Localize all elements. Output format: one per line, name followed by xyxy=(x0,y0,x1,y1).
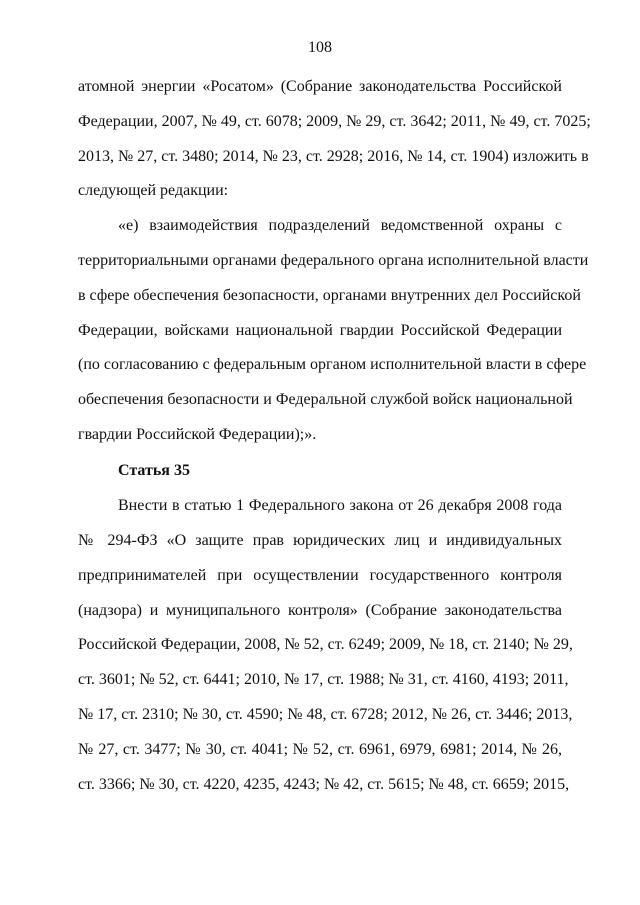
text-line: Российской Федерации, 2008, № 52, ст. 6249; 2009, № 18, ст. 2140; № 29, xyxy=(78,636,573,654)
text-line: Внести в статью 1 Федерального закона от 26 декабря 2008 года xyxy=(118,497,562,515)
text-line: территориальными органами федерального органа исполнительной власти xyxy=(78,251,589,269)
text-line: № 17, ст. 2310; № 30, ст. 4590; № 48, ст. 6728; 2012, № 26, ст. 3446; 2013, xyxy=(78,705,573,723)
text-line: «е) взаимодействия подразделений ведомственной охраны с xyxy=(118,217,562,235)
text-line: № 294-ФЗ «О защите прав юридических лиц и индивидуальных xyxy=(78,531,562,549)
document-body xyxy=(78,70,591,802)
text-line: ст. 3601; № 52, ст. 6441; 2010, № 17, ст. 1988; № 31, ст. 4160, 4193; 2011, xyxy=(78,671,569,689)
text-line: 2013, № 27, ст. 3480; 2014, № 23, ст. 2928; 2016, № 14, ст. 1904) изложить в xyxy=(78,147,589,165)
article-heading: Статья 35 xyxy=(118,462,190,480)
text-line: в сфере обеспечения безопасности, органами внутренних дел Российской xyxy=(78,286,581,304)
text-line: атомной энергии «Росатом» (Собрание законодательства Российской xyxy=(78,78,562,95)
text-line: Федерации, 2007, № 49, ст. 6078; 2009, № 29, ст. 3642; 2011, № 49, ст. 7025; xyxy=(78,112,591,130)
text-line: Федерации, войсками национальной гвардии Российской Федерации xyxy=(78,321,562,339)
text-line: обеспечения безопасности и Федеральной службой войск национальной xyxy=(78,391,573,409)
text-line: № 27, ст. 3477; № 30, ст. 4041; № 52, ст. 6961, 6979, 6981; 2014, № 26, xyxy=(78,740,562,758)
text-line: ст. 3366; № 30, ст. 4220, 4235, 4243; № 42, ст. 5615; № 48, ст. 6659; 2015, xyxy=(78,775,570,793)
text-line: гвардии Российской Федерации);». xyxy=(78,425,317,443)
text-line: (надзора) и муниципального контроля» (Собрание законодательства xyxy=(78,601,562,619)
text-line: (по согласованию с федеральным органом исполнительной власти в сфере xyxy=(78,356,587,374)
text-line: следующей редакции: xyxy=(78,182,229,200)
paragraph-1 xyxy=(78,70,591,209)
page-number: 108 xyxy=(308,39,332,56)
paragraph-3 xyxy=(78,489,573,802)
paragraph-2-quote xyxy=(78,209,589,453)
text-line: предпринимателей при осуществлении государственного контроля xyxy=(78,566,562,584)
